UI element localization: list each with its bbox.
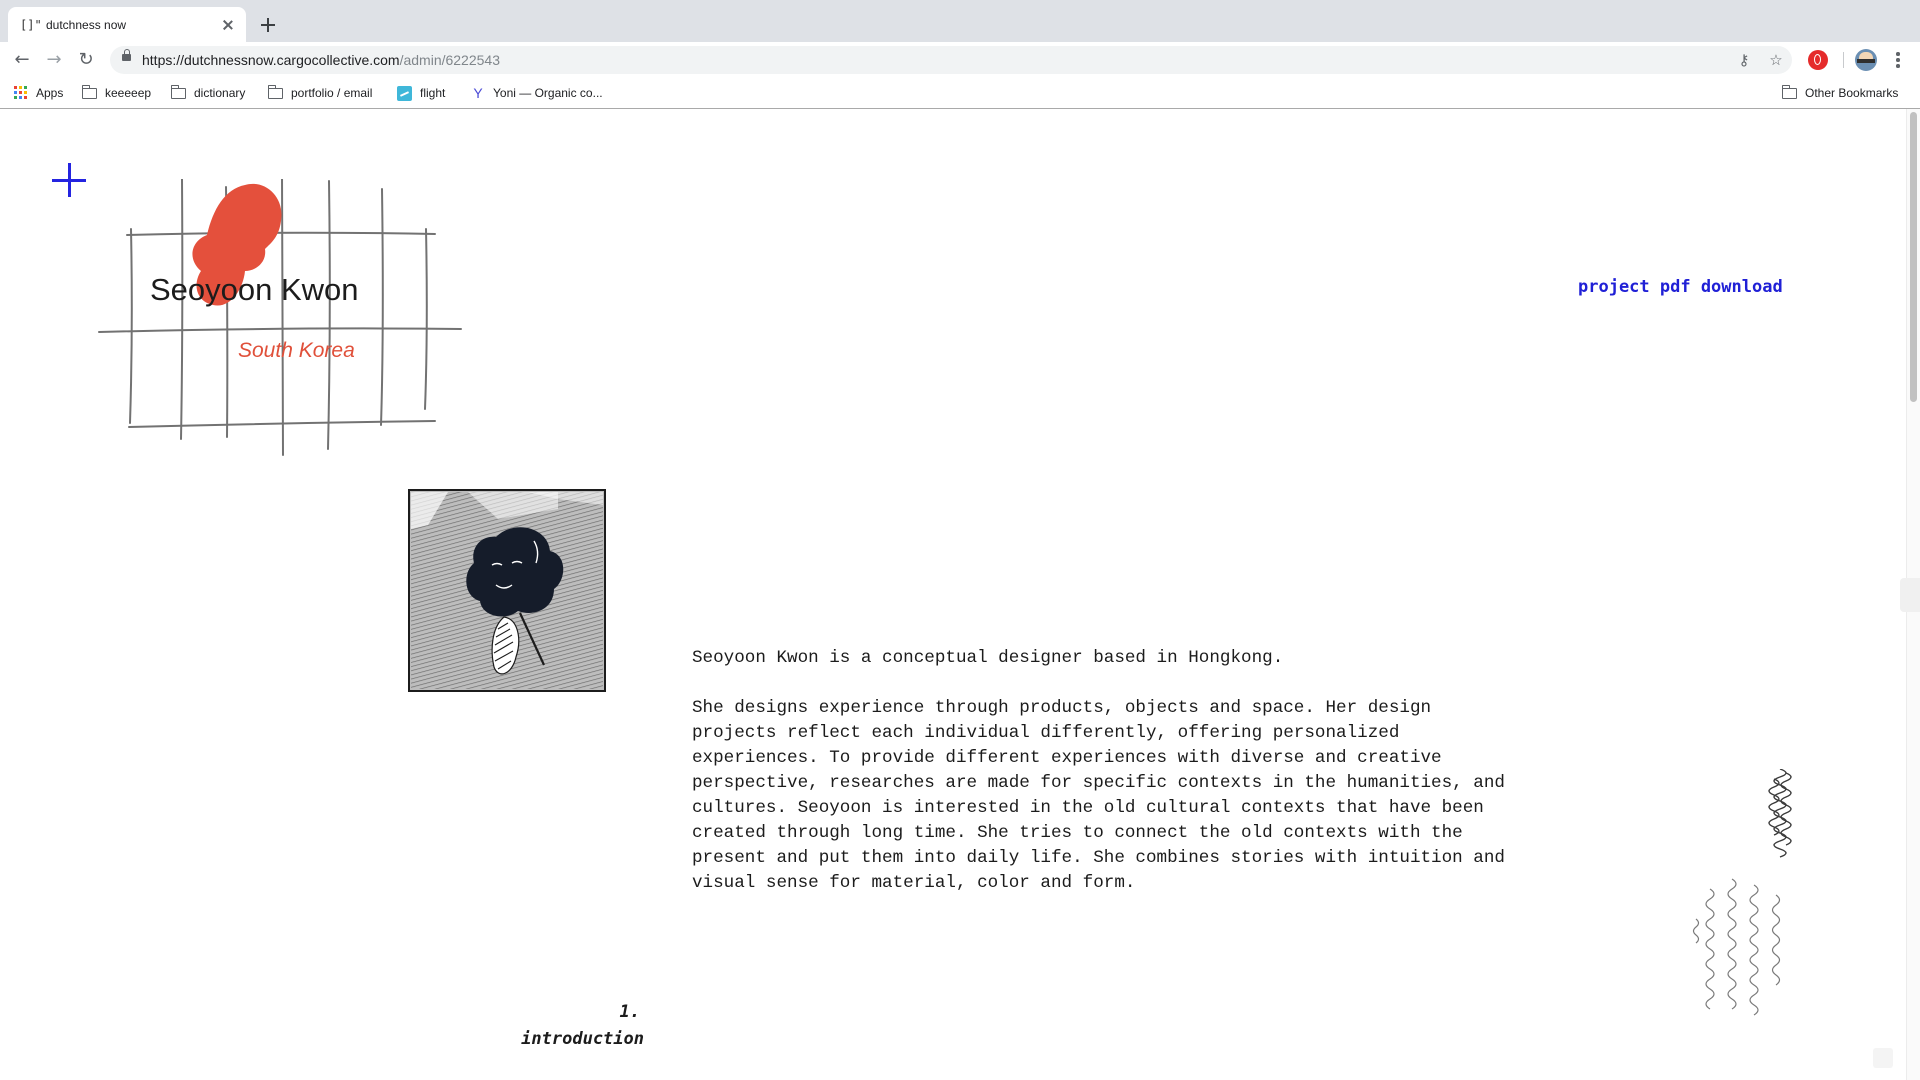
bookmark-label: keeeeep xyxy=(105,86,152,100)
scroll-thumb[interactable] xyxy=(1910,112,1917,402)
bookmark-keeeeep[interactable] xyxy=(82,83,151,103)
bookmark-label: flight xyxy=(420,86,446,100)
section-number: 1. xyxy=(619,1002,640,1022)
bio-paragraph-intro: Seoyoon Kwon is a conceptual designer based in Hongkong. xyxy=(692,648,1284,668)
yoni-icon: Y xyxy=(473,85,483,101)
bookmark-portfolio-email[interactable] xyxy=(268,83,372,103)
bookmark-yoni[interactable] xyxy=(471,83,603,103)
back-button[interactable]: ← xyxy=(14,49,30,70)
folder-icon xyxy=(268,88,283,99)
opera-extension-icon[interactable] xyxy=(1808,50,1828,70)
page-content xyxy=(0,109,1906,1080)
apps-grid-icon xyxy=(14,86,28,100)
url-host: https://dutchnessnow.cargocollective.com xyxy=(142,52,400,68)
forward-button[interactable]: → xyxy=(46,49,62,70)
folder-icon xyxy=(82,88,97,99)
bookmark-flight[interactable] xyxy=(397,83,445,103)
reload-button[interactable]: ↻ xyxy=(78,49,94,70)
tab-strip xyxy=(0,0,1920,42)
bio-paragraph-body: She designs experience through products, objects and space. Her design projects reflect each individual differently, offering personalized experiences. To provide different experiences with diverse and creative perspective, researches are made for specific contexts in the humanities, and cultures. Seoyoon is interested in the old cultural contexts that have been created through long time. She tries to connect the old contexts with the present and put them into daily life. She combines stories with intuition and visual sense for material, color and form. xyxy=(692,698,1505,893)
new-tab-button[interactable] xyxy=(256,13,280,37)
bookmark-label: portfolio / email xyxy=(291,86,373,100)
profile-avatar[interactable] xyxy=(1855,49,1877,71)
folder-icon xyxy=(1782,88,1797,99)
designer-name: Seoyoon Kwon xyxy=(150,272,359,307)
cargo-favicon-icon: []" xyxy=(20,17,42,32)
bookmark-label: dictionary xyxy=(194,86,246,100)
address-bar[interactable] xyxy=(110,46,1792,74)
url-text[interactable] xyxy=(142,46,500,74)
star-bookmark-icon[interactable]: ☆ xyxy=(1769,51,1783,69)
side-panel-tab[interactable] xyxy=(1900,578,1920,612)
url-path: /admin/6222543 xyxy=(399,52,500,68)
lock-icon xyxy=(122,54,131,61)
squiggle-illustration xyxy=(1680,769,1810,1080)
close-tab-icon[interactable] xyxy=(220,17,236,33)
bio-text xyxy=(692,646,1522,921)
bookmark-dictionary[interactable] xyxy=(171,83,245,103)
flight-icon xyxy=(397,86,412,101)
bookmarks-bar xyxy=(0,78,1920,109)
tab-dutchness-now[interactable] xyxy=(8,7,246,42)
folder-icon xyxy=(171,88,186,99)
section-label: introduction xyxy=(521,1029,644,1049)
bookmark-label: Apps xyxy=(36,86,64,100)
bookmark-label: Yoni — Organic co... xyxy=(493,86,603,100)
browser-menu-icon[interactable] xyxy=(1890,48,1906,72)
toolbar-divider xyxy=(1843,52,1844,68)
designer-country: South Korea xyxy=(238,339,355,362)
corner-button[interactable] xyxy=(1873,1048,1893,1068)
portrait-illustration xyxy=(408,489,606,692)
browser-toolbar xyxy=(0,42,1920,78)
project-pdf-download-link[interactable]: project pdf download xyxy=(1578,277,1783,297)
key-icon[interactable]: ⚷ xyxy=(1738,51,1750,69)
add-content-plus-icon[interactable] xyxy=(52,163,86,197)
other-bookmarks-label: Other Bookmarks xyxy=(1805,86,1899,100)
bookmark-apps[interactable] xyxy=(14,83,63,103)
other-bookmarks[interactable] xyxy=(1782,83,1898,103)
tab-title: dutchness now xyxy=(46,17,127,32)
